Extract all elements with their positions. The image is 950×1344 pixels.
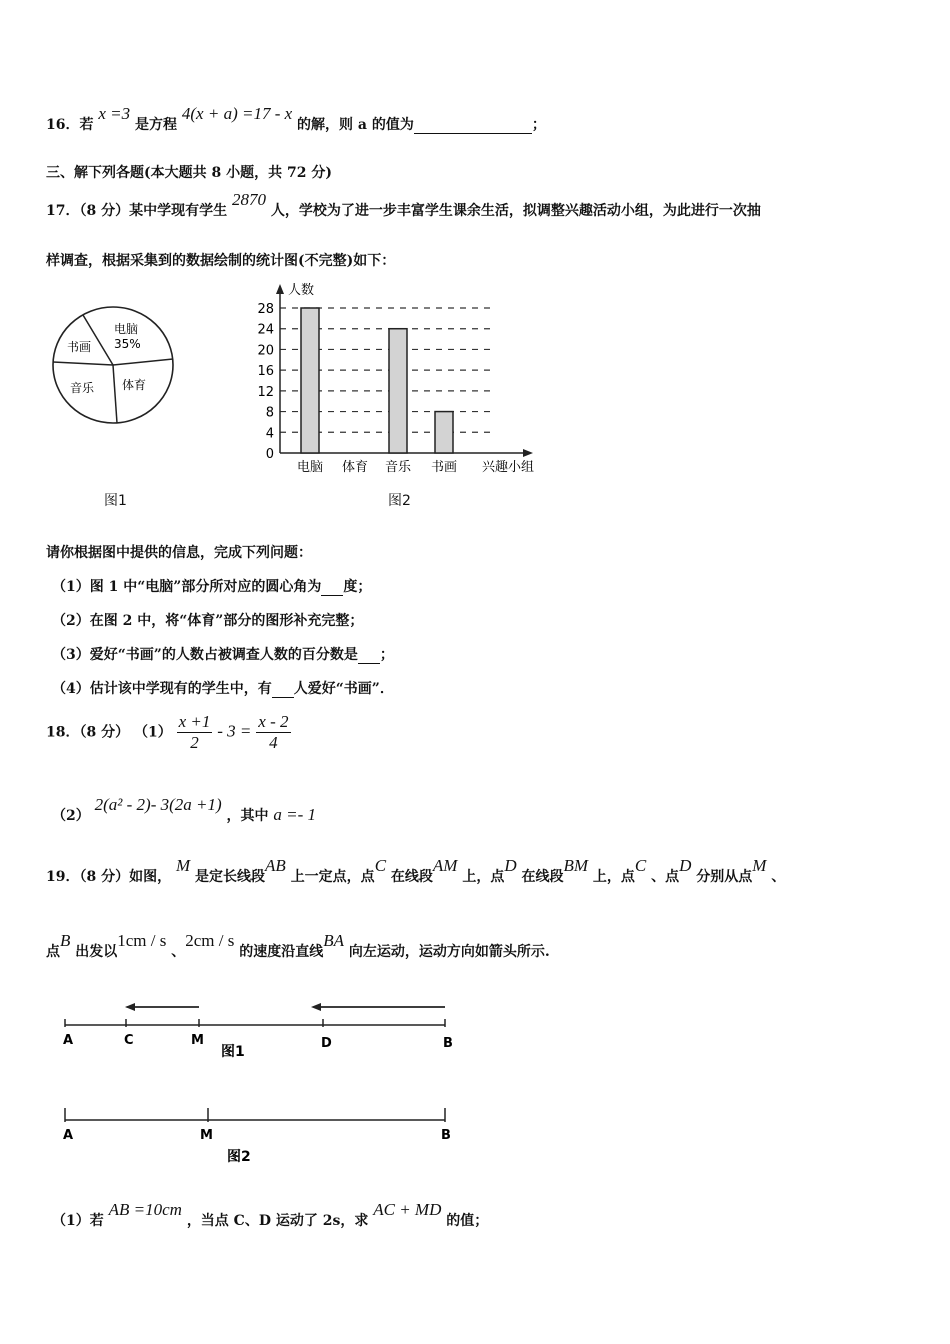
bar-2 — [389, 329, 407, 453]
x-tick-label: 电脑 — [296, 460, 324, 475]
point-b-label: B — [443, 1036, 453, 1051]
answer-blank[interactable] — [272, 681, 294, 698]
pie-label-computer: 电脑 — [114, 322, 139, 336]
pie-chart — [50, 305, 180, 430]
x-tick-label: 体育 — [341, 460, 369, 475]
question-17-line2: 样调查，根据采集到的数据绘制的统计图(不完整)如下： — [46, 253, 396, 269]
y-tick-label: 8 — [265, 405, 274, 421]
q17-prompt: 请你根据图中提供的信息，完成下列问题： — [46, 545, 312, 561]
pie-label-calligraphy: 书画 — [67, 340, 92, 354]
pie-label-computer-percent: 35% — [114, 337, 141, 351]
question-17: 17．（8 分）某中学现有学生 2870 人，学校为了进一步丰富学生课余生活，拟调整兴趣活动小组，为此进行一次抽 — [46, 190, 761, 219]
segment-figure-1 — [55, 995, 475, 1065]
q17-sub1: （1）图 1 中“电脑”部分所对应的圆心角为 度； — [52, 579, 372, 595]
y-tick-label: 16 — [257, 364, 274, 380]
math-x-equals-3: x =3 — [98, 104, 131, 123]
pie-caption: 图1 — [104, 493, 127, 509]
bar-chart-xlabel: 兴趣小组 — [482, 460, 535, 475]
point-d-label: D — [321, 1036, 332, 1051]
q19-sub1: （1）若 AB =10cm ，当点 C、D 运动了 2s，求 AC + MD 的值； — [52, 1200, 489, 1229]
q17-sub2: （2）在图 2 中，将“体育”部分的图形补充完整； — [52, 613, 364, 629]
figure-1-caption: 图1 — [221, 1044, 245, 1060]
y-tick-label: 24 — [257, 322, 274, 338]
y-tick-label: 4 — [265, 426, 274, 442]
fraction-left: $\frac{x +1}{2}$ — [178, 712, 211, 752]
pie-label-music: 音乐 — [70, 381, 95, 395]
question-19: 19．（8 分）如图， M 是定长线段AB 上一定点，点C 在线段AM 上，点D 在线段BM 上，点C 、点D 分别从点M 、 — [46, 856, 786, 885]
y-tick-label: 12 — [257, 384, 274, 400]
question-19-line2: 点B 出发以1cm / s 、2cm / s 的速度沿直线BA 向左运动，运动方向如箭头所示. — [46, 931, 550, 960]
point-a-label: A — [63, 1033, 74, 1048]
section-heading: 三、解下列各题(本大题共 8 小题，共 72 分) — [46, 165, 332, 181]
pie-label-sports: 体育 — [122, 378, 147, 392]
y-tick-label: 0 — [265, 447, 274, 462]
question-16: 16．若 x =3 是方程 4(x + a) =17 - x 的解，则 a 的值为 ； — [46, 104, 546, 133]
q18-sub2: （2） 2(a² - 2)- 3(2a +1) ，其中 a =- 1 — [52, 795, 317, 824]
fraction-right: $\frac{x - 2}{4}$ — [258, 712, 289, 752]
y-axis-arrow — [276, 284, 284, 294]
question-18: 18．（8 分） （1） $\frac{x +1}{2}$ - 3 = $\frac{x - 2}{4}$ — [46, 712, 289, 752]
math-equation: 4(x + a) =17 - x — [181, 104, 293, 123]
point-a-label: A — [63, 1128, 74, 1143]
point-b-label: B — [441, 1128, 451, 1143]
point-m-label: M — [191, 1033, 204, 1048]
segment-figure-2 — [55, 1105, 475, 1170]
x-tick-label: 书画 — [430, 460, 458, 475]
answer-blank[interactable] — [358, 647, 380, 664]
answer-blank[interactable] — [414, 117, 532, 134]
y-tick-label: 20 — [257, 343, 274, 359]
figure-2-caption: 图2 — [227, 1149, 251, 1165]
point-m-label: M — [200, 1128, 213, 1143]
bar-3 — [435, 412, 453, 453]
math-expression: 2(a² - 2)- 3(2a +1) — [94, 795, 222, 814]
math-student-count: 2870 — [231, 190, 266, 209]
math-condition: a =- 1 — [273, 805, 317, 824]
q17-sub4: （4）估计该中学现有的学生中，有 人爱好“书画”． — [52, 681, 394, 697]
y-tick-label: 28 — [257, 302, 274, 317]
answer-blank[interactable] — [321, 579, 343, 596]
bar-chart — [240, 280, 560, 480]
x-axis-arrow — [523, 449, 533, 457]
bar-chart-ylabel: 人数 — [288, 283, 315, 298]
point-c-label: C — [124, 1033, 134, 1048]
bar-0 — [301, 308, 319, 453]
x-tick-label: 音乐 — [384, 460, 412, 475]
bar-chart-caption: 图2 — [388, 493, 411, 509]
q17-sub3: （3）爱好“书画”的人数占被调查人数的百分数是 ； — [52, 647, 394, 663]
